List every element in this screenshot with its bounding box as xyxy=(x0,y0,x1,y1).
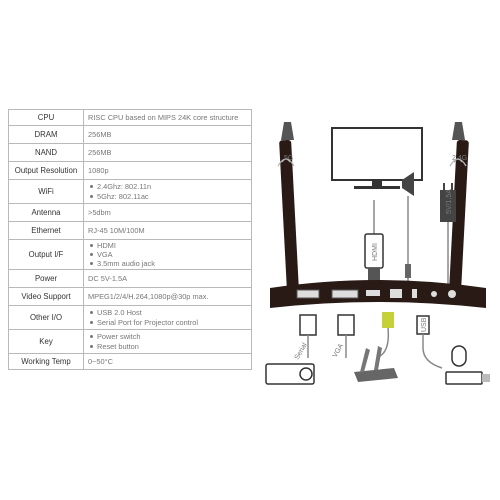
spec-row xyxy=(9,288,252,306)
spec-value-item: USB 2.0 Host xyxy=(97,308,247,317)
spec-key: NAND xyxy=(9,144,84,162)
spec-value xyxy=(84,180,252,204)
spec-key: Power xyxy=(9,270,84,288)
spec-key: WiFi xyxy=(9,180,84,204)
spec-key: Working Temp xyxy=(9,354,84,370)
antenna-left-label: 5G xyxy=(284,155,294,162)
spec-value-item: HDMI xyxy=(97,241,247,250)
power-label: 5V/1.5A xyxy=(446,189,453,214)
spec-key: Output Resolution xyxy=(9,162,84,180)
spec-row xyxy=(9,330,252,354)
spec-key: Ethernet xyxy=(9,222,84,240)
spec-value: DC 5V-1.5A xyxy=(84,270,252,288)
spec-value: RJ-45 10M/100M xyxy=(84,222,252,240)
spec-row xyxy=(9,270,252,288)
hdmi-cable-icon xyxy=(365,200,383,282)
spec-value: RISC CPU based on MIPS 24K core structure xyxy=(84,110,252,126)
spec-value-list xyxy=(88,332,247,351)
spec-value: MPEG1/2/4/H.264,1080p@30p max. xyxy=(84,288,252,306)
spec-value-item: Reset button xyxy=(97,342,247,351)
spec-key: Output I/F xyxy=(9,240,84,270)
spec-table xyxy=(8,109,252,370)
spec-value xyxy=(84,240,252,270)
spec-value: >5dbm xyxy=(84,204,252,222)
spec-value: 256MB xyxy=(84,144,252,162)
mouse-icon xyxy=(452,346,466,366)
spec-value xyxy=(84,330,252,354)
spec-value-item: 2.4Ghz: 802.11n xyxy=(97,182,247,191)
spec-value: 1080p xyxy=(84,162,252,180)
vga-label: VGA xyxy=(331,342,346,359)
spec-row xyxy=(9,240,252,270)
spec-row xyxy=(9,204,252,222)
projector-icon xyxy=(266,364,314,384)
spec-row xyxy=(9,354,252,370)
antenna-right-label: 2.4G xyxy=(452,155,468,162)
spec-value-list xyxy=(88,308,247,327)
spec-value: 0~50°C xyxy=(84,354,252,370)
spec-key: DRAM xyxy=(9,126,84,144)
router-icon xyxy=(354,346,398,382)
usb-label: USB xyxy=(421,317,428,332)
spec-key: Other I/O xyxy=(9,306,84,330)
spec-key: Video Support xyxy=(9,288,84,306)
spec-value-list xyxy=(88,182,247,201)
ethernet-plug-icon xyxy=(380,312,394,356)
spec-row xyxy=(9,162,252,180)
serial-label: Serial xyxy=(293,341,309,361)
spec-value-item: 5Ghz: 802.11ac xyxy=(97,192,247,201)
spec-row xyxy=(9,110,252,126)
spec-value-item: 3.5mm audio jack xyxy=(97,259,247,268)
spec-row xyxy=(9,126,252,144)
spec-row xyxy=(9,306,252,330)
antenna-left xyxy=(278,122,299,290)
spec-key: Antenna xyxy=(9,204,84,222)
spec-key: Key xyxy=(9,330,84,354)
spec-key: CPU xyxy=(9,110,84,126)
usb-stick-icon xyxy=(446,372,490,384)
spec-row xyxy=(9,180,252,204)
spec-value: 256MB xyxy=(84,126,252,144)
hdmi-label: HDMI xyxy=(372,243,379,261)
spec-value xyxy=(84,306,252,330)
device-body xyxy=(270,280,486,308)
spec-value-item: Power switch xyxy=(97,332,247,341)
spec-value-item: Serial Port for Projector control xyxy=(97,318,247,327)
spec-row xyxy=(9,222,252,240)
connection-diagram xyxy=(262,110,494,392)
spec-row xyxy=(9,144,252,162)
audio-jack-icon xyxy=(405,264,411,278)
spec-value-item: VGA xyxy=(97,250,247,259)
spec-value-list xyxy=(88,241,247,269)
